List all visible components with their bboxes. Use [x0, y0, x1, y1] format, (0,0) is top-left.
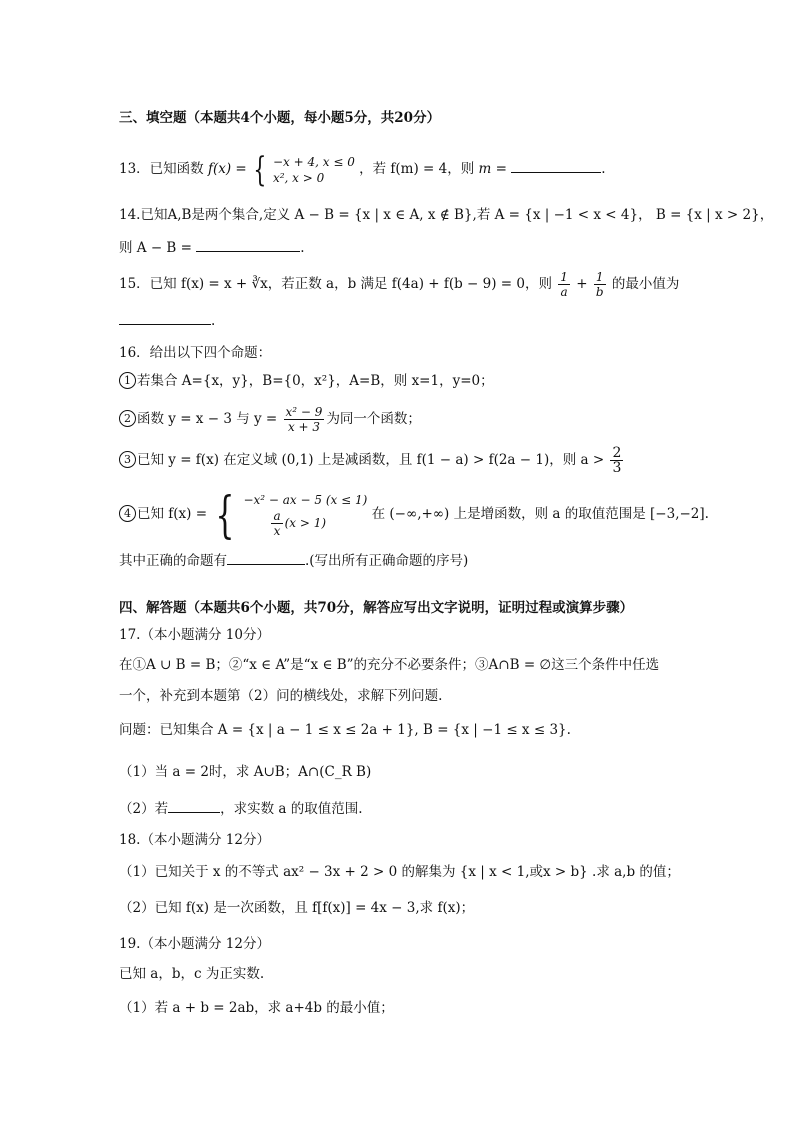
q16-p4-cases: [243, 491, 367, 538]
q14-answer-blank[interactable]: [196, 237, 300, 252]
circle-2-icon: 2: [119, 410, 136, 427]
q16-p4-case2: [243, 509, 367, 538]
q16-p4-case2-frac: [271, 509, 282, 538]
question-16-intro: 16．给出以下四个命题：: [119, 345, 272, 361]
q16-p4-case2-num: a: [273, 509, 281, 523]
q16-p4-case1: −x² − ax − 5 (x ≤ 1): [243, 493, 368, 507]
q16-p2-prefix: 函数 y = x − 3 与 y =: [137, 411, 278, 427]
q13-m: m =: [478, 161, 507, 177]
q16-proposition-2: [119, 402, 421, 436]
q17-line1: 在①A ∪ B = B；②“x ∈ A”是“x ∈ B”的充分不必要条件；③A∩B = ∅这三个条件中任选: [119, 657, 660, 673]
q16-p2-den: x + 3: [287, 420, 321, 434]
q13-fx: f(x) =: [207, 161, 247, 177]
q15-prefix: 15．已知 f(x) = x + ∛x，若正数 a，b 满足 f(4a) + f(b − 9) = 0，则: [119, 276, 552, 292]
q16-p2-frac: [284, 405, 325, 434]
q16-p4-prefix: 已知 f(x) =: [137, 506, 208, 522]
q16-answer-suffix: .(写出所有正确命题的序号): [305, 553, 469, 569]
q16-p1: 若集合 A={x，y}，B={0，x²}，A=B，则 x=1，y=0；: [137, 373, 494, 389]
q16-p4-suffix: 在 (−∞,+∞) 上是增函数，则 a 的取值范围是 [−3,−2].: [371, 506, 709, 522]
circle-3-icon: 3: [119, 451, 136, 468]
q13-case2: x², x > 0: [272, 170, 325, 185]
q16-p3-frac: [610, 446, 623, 475]
question-14-line2: [119, 237, 305, 258]
q16-proposition-1: [119, 371, 494, 391]
question-13: [119, 150, 606, 188]
q13-end: .: [601, 161, 606, 177]
q17-part1: （1）当 a = 2时，求 A∪B；A∩(C_R B): [119, 764, 372, 780]
q16-p3-den: 3: [612, 460, 622, 476]
q16-proposition-3: [119, 443, 625, 477]
q16-proposition-4: [119, 486, 709, 542]
q16-p3-num: 2: [612, 445, 622, 461]
q15-end: .: [211, 313, 216, 329]
q15-frac2-den: b: [595, 285, 604, 299]
q13-case1: −x + 4, x ≤ 0: [272, 154, 355, 169]
circle-1-icon: 1: [119, 372, 136, 389]
q16-p4-case2-cond: (x > 1): [284, 516, 327, 530]
q19-part1: （1）若 a + b = 2ab，求 a+4b 的最小值；: [119, 1000, 394, 1016]
q16-p3-prefix: 已知 y = f(x) 在定义域 (0,1) 上是减函数，且 f(1 − a) > f(2a − 1)，则 a >: [137, 452, 605, 468]
q17-part2: [119, 798, 363, 819]
left-brace-icon: {: [215, 485, 235, 544]
q13-answer-blank[interactable]: [511, 158, 601, 173]
left-brace-icon: {: [253, 149, 267, 190]
circle-4-icon: 4: [119, 505, 136, 522]
q16-answer-blank[interactable]: [227, 550, 305, 565]
q17-part2-prefix: （2）若: [119, 801, 169, 817]
section4-heading: 四、解答题（本题共6个小题，共70分，解答应写出文字说明，证明过程或演算步骤）: [119, 600, 634, 616]
q16-p2-suffix: 为同一个函数；: [326, 411, 421, 427]
q15-frac1-num: 1: [560, 270, 568, 284]
q14-prefix: 则 A − B =: [119, 240, 192, 256]
q15-answer-blank[interactable]: [119, 310, 211, 325]
q19-line1: 已知 a，b，c 为正实数.: [119, 966, 265, 982]
section3-heading: 三、填空题（本题共4个小题，每小题5分，共20分）: [119, 110, 441, 126]
q17-line2: 一个，补充到本题第（2）问的横线处，求解下列问题.: [119, 688, 443, 704]
q16-p4-case2-den: x: [273, 524, 281, 538]
q16-answer-line: [119, 550, 468, 571]
q16-p2-num: x² − 9: [285, 405, 323, 419]
question-15-answer-line: [119, 310, 215, 331]
q17-title: 17.（本小题满分 10分）: [119, 627, 270, 643]
question-14-line1: 14.已知A,B是两个集合,定义 A − B = {x | x ∈ A, x ∉ B},若 A = {x | −1 < x < 4}， B = {x | x > 2}，: [119, 207, 774, 223]
q17-part2-suffix: ，求实数 a 的取值范围.: [220, 801, 363, 817]
q15-frac2-num: 1: [594, 270, 606, 285]
q15-frac2: [594, 270, 606, 299]
q19-title: 19.（本小题满分 12分）: [119, 936, 270, 952]
q17-line3: 问题：已知集合 A = {x | a − 1 ≤ x ≤ 2a + 1}, B = {x | −1 ≤ x ≤ 3}.: [119, 722, 571, 738]
q13-condition: ，若 f(m) = 4，则: [359, 161, 475, 177]
q13-prefix: 13．已知函数: [119, 161, 204, 177]
q15-frac1: [558, 270, 570, 299]
q16-answer-prefix: 其中正确的命题有: [119, 553, 227, 569]
q15-plus: +: [576, 276, 588, 292]
q18-part1: （1）已知关于 x 的不等式 ax² − 3x + 2 > 0 的解集为 {x | x < 1,或x > b} .求 a,b 的值；: [119, 864, 680, 880]
q18-part2: （2）已知 f(x) 是一次函数，且 f[f(x)] = 4x − 3,求 f(x)；: [119, 900, 475, 916]
q15-suffix: 的最小值为: [611, 276, 680, 292]
q18-title: 18.（本小题满分 12分）: [119, 832, 270, 848]
q15-frac1-den: a: [560, 285, 568, 299]
q17-part2-blank[interactable]: [168, 798, 220, 813]
q14-end: .: [300, 240, 305, 256]
q13-cases: [273, 154, 355, 186]
question-15: [119, 268, 679, 300]
